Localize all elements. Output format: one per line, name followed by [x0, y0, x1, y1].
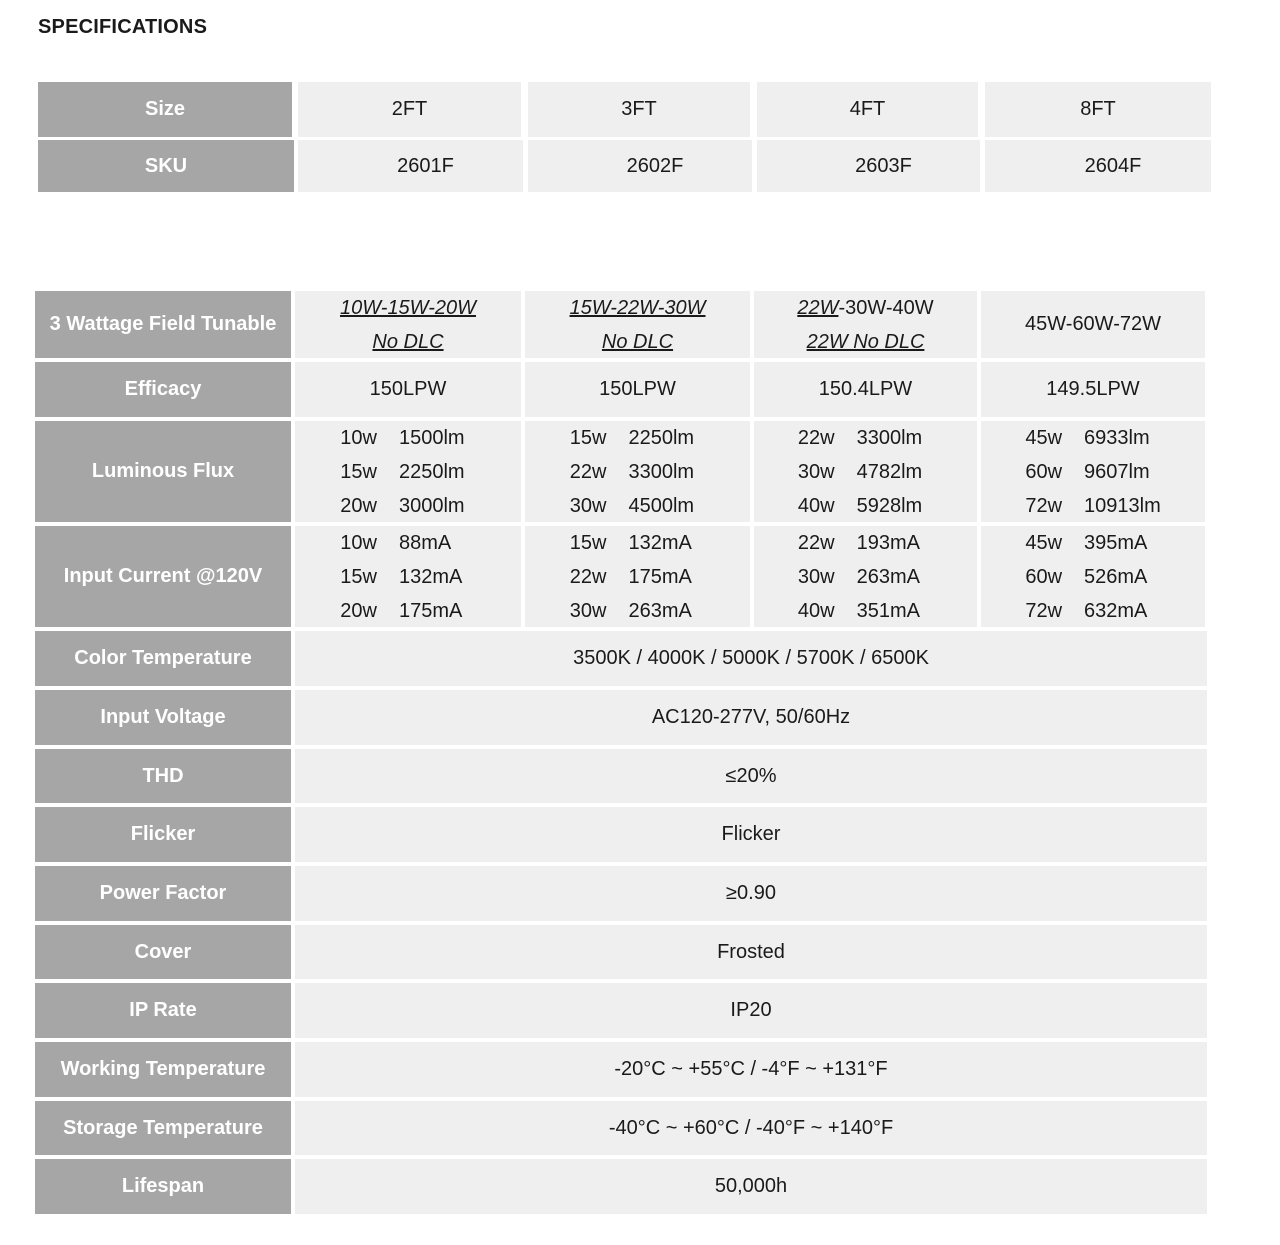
ip-rate-header: IP Rate	[35, 983, 291, 1038]
lumen-value: 4782lm	[856, 460, 923, 483]
thd-value: ≤20%	[295, 749, 1207, 803]
current-cell	[754, 526, 977, 627]
wattage-cell	[525, 291, 750, 358]
current-header: Input Current @120V	[35, 526, 291, 627]
wattage-line: 15W-22W-30W	[569, 296, 706, 319]
current-value: 263mA	[856, 565, 920, 588]
current-line	[525, 526, 750, 560]
wattage-value: 10w	[340, 426, 377, 449]
flux-line	[981, 421, 1205, 455]
flux-cell	[525, 421, 750, 522]
current-line	[981, 560, 1205, 594]
wattage-value: 20w	[340, 599, 377, 622]
current-line	[295, 560, 521, 594]
dlc-note: 22W No DLC	[806, 330, 925, 353]
flux-cell	[295, 421, 521, 522]
current-line	[525, 560, 750, 594]
efficacy-cell: 150LPW	[525, 362, 750, 417]
size-cell: 4FT	[757, 82, 978, 137]
current-value: 193mA	[856, 531, 920, 554]
current-line	[525, 594, 750, 628]
lumen-value: 6933lm	[1084, 426, 1150, 449]
flux-cell	[754, 421, 977, 522]
wattage-value: 15w	[340, 460, 377, 483]
flux-line	[754, 455, 977, 489]
efficacy-cell: 150LPW	[295, 362, 521, 417]
input-voltage-header: Input Voltage	[35, 690, 291, 745]
flux-line	[754, 421, 977, 455]
current-value: 526mA	[1084, 565, 1148, 588]
efficacy-cell: 149.5LPW	[981, 362, 1205, 417]
sku-cell: 2604F	[985, 140, 1211, 192]
wattage-value: 15w	[569, 426, 607, 449]
wattage-value: 15w	[569, 531, 607, 554]
color-temperature-value: 3500K / 4000K / 5000K / 5700K / 6500K	[295, 631, 1207, 686]
flux-cell	[981, 421, 1205, 522]
flicker-value: Flicker	[295, 807, 1207, 862]
wattage-value: 45w	[1025, 531, 1063, 554]
current-value: 632mA	[1084, 599, 1148, 622]
input-voltage-value: AC120-277V, 50/60Hz	[295, 690, 1207, 745]
flux-line	[754, 489, 977, 523]
efficacy-header: Efficacy	[35, 362, 291, 417]
lumen-value: 3300lm	[856, 426, 923, 449]
current-line	[754, 560, 977, 594]
efficacy-cell: 150.4LPW	[754, 362, 977, 417]
storage-temperature-value: -40°C ~ +60°C / -40°F ~ +140°F	[295, 1101, 1207, 1155]
current-cell	[525, 526, 750, 627]
thd-header: THD	[35, 749, 291, 803]
working-temperature-value: -20°C ~ +55°C / -4°F ~ +131°F	[295, 1042, 1207, 1097]
cover-header: Cover	[35, 925, 291, 979]
lumen-value: 3300lm	[628, 460, 695, 483]
lumen-value: 2250lm	[398, 460, 465, 483]
wattage-value: 10w	[340, 531, 377, 554]
storage-temperature-header: Storage Temperature	[35, 1101, 291, 1155]
wattage-value: 30w	[797, 460, 835, 483]
sku-cell: 2601F	[298, 140, 523, 192]
page-title: SPECIFICATIONS	[38, 16, 208, 38]
lifespan-value: 50,000h	[295, 1159, 1207, 1214]
current-cell	[295, 526, 521, 627]
wattage-value: 40w	[797, 494, 835, 517]
sku-cell: 2603F	[757, 140, 980, 192]
wattage-value: 72w	[1025, 494, 1063, 517]
wattage-value: 30w	[797, 565, 835, 588]
current-line	[295, 594, 521, 628]
flux-line	[525, 455, 750, 489]
current-value: 263mA	[628, 599, 692, 622]
lumen-value: 3000lm	[398, 494, 465, 517]
lumen-value: 1500lm	[398, 426, 465, 449]
wattage-line	[797, 291, 933, 325]
wattage-value: 72w	[1025, 599, 1063, 622]
dlc-note: No DLC	[372, 330, 444, 353]
power-factor-header: Power Factor	[35, 866, 291, 921]
lumen-value: 9607lm	[1084, 460, 1150, 483]
wattage-line: 10W-15W-20W	[340, 296, 476, 319]
flux-line	[295, 455, 521, 489]
flux-line	[525, 489, 750, 523]
wattage-value: 15w	[340, 565, 377, 588]
current-line	[295, 526, 521, 560]
wattage-value: 60w	[1025, 460, 1063, 483]
wattage-value: 22w	[797, 531, 835, 554]
current-line	[981, 526, 1205, 560]
current-cell	[981, 526, 1205, 627]
current-value: 132mA	[628, 531, 692, 554]
dlc-note: No DLC	[601, 330, 674, 353]
power-factor-value: ≥0.90	[295, 866, 1207, 921]
current-line	[981, 594, 1205, 628]
lifespan-header: Lifespan	[35, 1159, 291, 1214]
size-header: Size	[38, 82, 292, 137]
wattage-cell	[754, 291, 977, 358]
flux-line	[525, 421, 750, 455]
wattage-value: 30w	[569, 494, 607, 517]
current-value: 132mA	[398, 565, 463, 588]
cover-value: Frosted	[295, 925, 1207, 979]
wattage-value: 45w	[1025, 426, 1063, 449]
flux-line	[981, 489, 1205, 523]
sku-cell: 2602F	[528, 140, 752, 192]
flux-line	[295, 421, 521, 455]
wattage-value: 22w	[797, 426, 835, 449]
wattage-value: 40w	[797, 599, 835, 622]
current-value: 88mA	[398, 531, 452, 554]
lumen-value: 5928lm	[856, 494, 923, 517]
wattage-header: 3 Wattage Field Tunable	[35, 291, 291, 358]
current-value: 395mA	[1084, 531, 1148, 554]
ip-rate-value: IP20	[295, 983, 1207, 1038]
wattage-value: 60w	[1025, 565, 1063, 588]
wattage-cell	[295, 291, 521, 358]
size-cell: 2FT	[298, 82, 521, 137]
lumen-value: 4500lm	[628, 494, 695, 517]
current-line	[754, 526, 977, 560]
flux-line	[981, 455, 1205, 489]
current-value: 175mA	[628, 565, 692, 588]
sku-header: SKU	[38, 140, 294, 192]
wattage-cell: 45W-60W-72W	[981, 291, 1205, 358]
wattage-value: 20w	[340, 494, 377, 517]
lumen-value: 10913lm	[1084, 494, 1161, 517]
flux-header: Luminous Flux	[35, 421, 291, 522]
current-value: 351mA	[856, 599, 920, 622]
flux-line	[295, 489, 521, 523]
current-value: 175mA	[398, 599, 463, 622]
color-temperature-header: Color Temperature	[35, 631, 291, 686]
wattage-value: 30w	[569, 599, 607, 622]
working-temperature-header: Working Temperature	[35, 1042, 291, 1097]
wattage-value: 22w	[569, 565, 607, 588]
size-cell: 3FT	[528, 82, 750, 137]
lumen-value: 2250lm	[628, 426, 695, 449]
size-cell: 8FT	[985, 82, 1211, 137]
wattage-rest: -30W-40W	[838, 296, 934, 319]
wattage-value: 22w	[569, 460, 607, 483]
wattage-underlined: 22W	[797, 296, 839, 319]
current-line	[754, 594, 977, 628]
flicker-header: Flicker	[35, 807, 291, 862]
